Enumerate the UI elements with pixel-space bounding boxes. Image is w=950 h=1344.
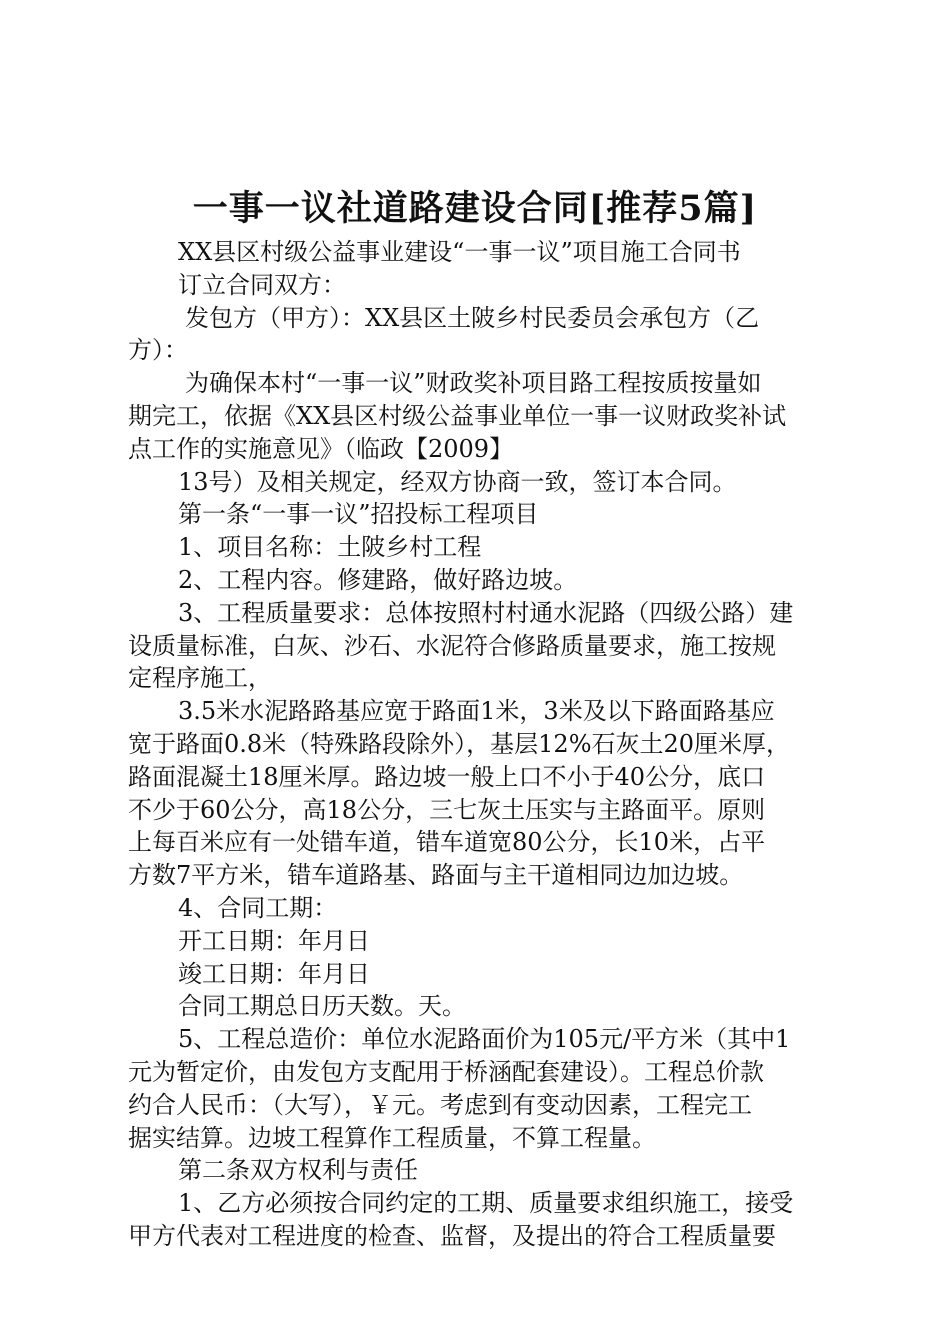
paragraph-line: 据实结算。边坡工程算作工程质量，不算工程量。 (128, 1123, 656, 1152)
paragraph (128, 367, 834, 465)
paragraph-line: 第二条双方权利与责任 (178, 1156, 418, 1185)
paragraph (128, 498, 834, 531)
paragraph-line: 期完工，依据《XX县区村级公益事业单位一事一议财政奖补试 (128, 401, 787, 430)
paragraph-line: XX县区村级公益事业建设“一事一议”项目施工合同书 (178, 238, 741, 266)
paragraph (128, 466, 834, 499)
paragraph (128, 269, 834, 302)
paragraph-line: 13号）及相关规定，经双方协商一致，签订本合同。 (178, 467, 737, 496)
paragraph (128, 990, 834, 1023)
paragraph-line: 开工日期：年月日 (178, 926, 370, 955)
paragraph-line: 5、工程总造价：单位水泥路面价为105元/平方米（其中1 (178, 1025, 791, 1054)
paragraph-line: 甲方代表对工程进度的检查、监督，及提出的符合工程质量要 (128, 1221, 776, 1250)
paragraph-line: 4、合同工期： (178, 893, 338, 922)
paragraph-line: 为确保本村“一事一议”财政奖补项目路工程按质按量如 (185, 369, 762, 398)
paragraph (128, 236, 834, 269)
paragraph (128, 892, 834, 925)
paragraph-line: 3、工程质量要求：总体按照村村通水泥路（四级公路）建 (178, 598, 794, 627)
document-body (128, 236, 834, 1253)
paragraph-line: 合同工期总日历天数。天。 (178, 992, 466, 1021)
paragraph-line: 宽于路面0.8米（特殊路段除外），基层12%石灰土20厘米厚， (128, 729, 791, 758)
paragraph-line: 设质量标准，白灰、沙石、水泥符合修路质量要求，施工按规 (128, 631, 776, 660)
paragraph-line: 1、乙方必须按合同约定的工期、质量要求组织施工，接受 (178, 1189, 794, 1218)
paragraph-line: 发包方（甲方）：XX县区土陂乡村民委员会承包方（乙 (185, 303, 760, 332)
paragraph-line: 点工作的实施意见》（临政【2009】 (128, 434, 514, 463)
paragraph-line: 约合人民币：（大写），￥元。考虑到有变动因素，工程完工 (128, 1090, 752, 1119)
document-title: 一事一议社道路建设合同[推荐5篇] (192, 188, 758, 229)
paragraph (128, 1154, 834, 1187)
paragraph (128, 564, 834, 597)
paragraph-line: 方）： (128, 336, 188, 365)
paragraph-line: 第一条“一事一议”招投标工程项目 (178, 500, 539, 529)
paragraph (128, 695, 834, 892)
paragraph (128, 1023, 834, 1154)
paragraph (128, 925, 834, 958)
paragraph-line: 方数7平方米，错车道路基、路面与主干道相同边加边坡。 (128, 861, 744, 890)
paragraph (128, 531, 834, 564)
paragraph-line: 路面混凝土18厘米厚。路边坡一般上口不小于40公分，底口 (128, 762, 766, 791)
paragraph (128, 302, 834, 368)
paragraph-line: 1、项目名称：土陂乡村工程 (178, 533, 482, 562)
paragraph (128, 1187, 834, 1253)
paragraph-line: 竣工日期：年月日 (178, 959, 370, 988)
paragraph (128, 958, 834, 991)
paragraph-line: 订立合同双方： (178, 270, 346, 299)
paragraph-line: 2、工程内容。修建路，做好路边坡。 (178, 565, 578, 594)
paragraph-line: 不少于60公分，高18公分，三七灰土压实与主路面平。原则 (128, 795, 766, 824)
paragraph-line: 上每百米应有一处错车道，错车道宽80公分，长10米，占平 (128, 828, 766, 857)
paragraph-line: 3.5米水泥路路基应宽于路面1米，3米及以下路面路基应 (178, 697, 775, 726)
paragraph-line: 定程序施工， (128, 664, 272, 693)
paragraph-line: 元为暂定价，由发包方支配用于桥涵配套建设）。工程总价款 (128, 1057, 764, 1086)
paragraph (128, 597, 834, 695)
